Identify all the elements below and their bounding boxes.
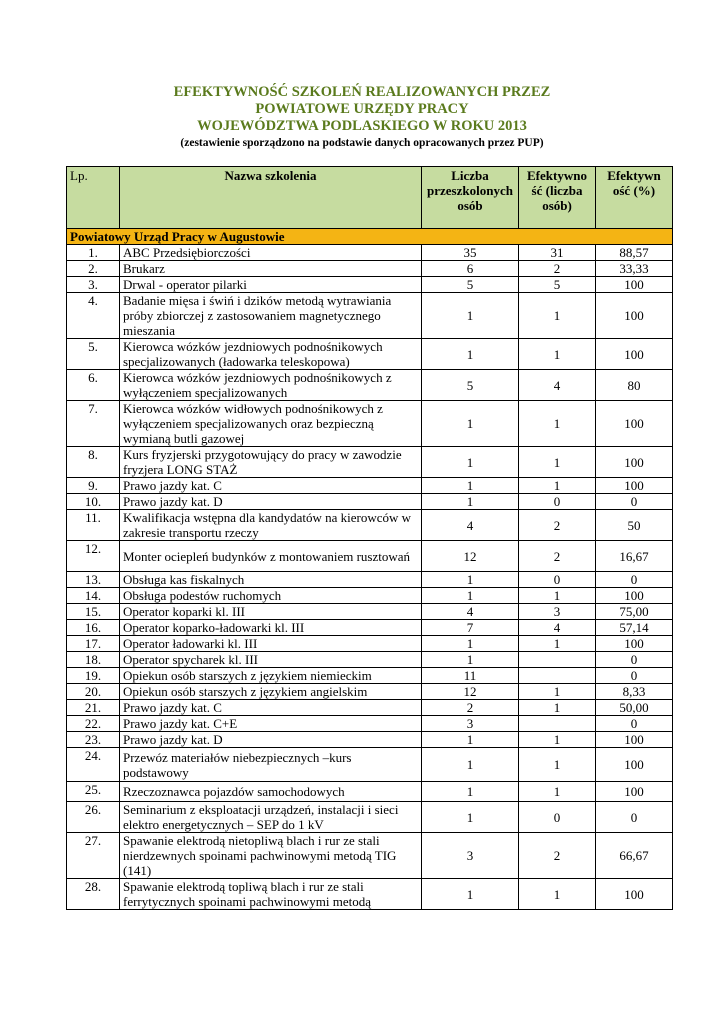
row-effective-pct: 100: [596, 447, 673, 478]
row-trained: 4: [422, 510, 519, 541]
row-effective-pct: 57,14: [596, 620, 673, 636]
row-trained: 1: [422, 748, 519, 782]
title-subtitle: (zestawienie sporządzono na podstawie danych opracowanych przez PUP): [180, 137, 544, 149]
header-effective-pct: Efektywn ość (%): [596, 167, 673, 229]
row-lp: 3.: [67, 277, 120, 293]
row-lp: 28.: [67, 879, 120, 910]
table-row: [67, 510, 673, 541]
table-row: [67, 447, 673, 478]
table-row: [67, 802, 673, 833]
row-trained: 3: [422, 833, 519, 879]
row-lp: 17.: [67, 636, 120, 652]
row-lp: 26.: [67, 802, 120, 833]
row-effective-pct: 100: [596, 401, 673, 447]
table-row: [67, 782, 673, 802]
row-effective-pct: 0: [596, 494, 673, 510]
training-effectiveness-table: [66, 166, 673, 910]
table-row: [67, 541, 673, 572]
row-effective-pct: 100: [596, 588, 673, 604]
row-name: Brukarz: [120, 261, 422, 277]
row-effective-count: 1: [519, 478, 596, 494]
row-trained: 1: [422, 782, 519, 802]
row-trained: 3: [422, 716, 519, 732]
row-name: Prawo jazdy kat. C+E: [120, 716, 422, 732]
row-name: Drwal - operator pilarki: [120, 277, 422, 293]
row-lp: 5.: [67, 339, 120, 370]
row-lp: 27.: [67, 833, 120, 879]
row-effective-pct: 16,67: [596, 541, 673, 572]
row-lp: 25.: [67, 782, 120, 802]
row-trained: 1: [422, 588, 519, 604]
table-row: [67, 277, 673, 293]
row-effective-count: 1: [519, 684, 596, 700]
row-name: Operator ładowarki kl. III: [120, 636, 422, 652]
row-effective-pct: 100: [596, 879, 673, 910]
row-trained: 12: [422, 684, 519, 700]
table-row: [67, 339, 673, 370]
row-lp: 14.: [67, 588, 120, 604]
header-lp: Lp.: [67, 167, 120, 229]
row-name: Obsługa kas fiskalnych: [120, 572, 422, 588]
row-effective-count: [519, 668, 596, 684]
row-name: Kierowca wózków widłowych podnośnikowych z wyłączeniem specjalizowanych oraz bezpieczną wymianą butli gazowej: [120, 401, 422, 447]
row-trained: 1: [422, 879, 519, 910]
row-name: Kierowca wózków jezdniowych podnośnikowych specjalizowanych (ładowarka teleskopowa): [120, 339, 422, 370]
title-line-2: POWIATOWE URZĘDY PRACY: [255, 101, 469, 117]
row-effective-count: 1: [519, 879, 596, 910]
row-name: Kwalifikacja wstępna dla kandydatów na kierowców w zakresie transportu rzeczy: [120, 510, 422, 541]
row-effective-pct: 33,33: [596, 261, 673, 277]
row-effective-count: 1: [519, 588, 596, 604]
row-effective-pct: 88,57: [596, 245, 673, 261]
row-name: Opiekun osób starszych z językiem niemieckim: [120, 668, 422, 684]
row-name: Operator spycharek kl. III: [120, 652, 422, 668]
row-effective-count: 1: [519, 447, 596, 478]
row-lp: 9.: [67, 478, 120, 494]
row-effective-pct: 75,00: [596, 604, 673, 620]
table-row: [67, 700, 673, 716]
row-effective-count: 1: [519, 748, 596, 782]
table-row: [67, 494, 673, 510]
table-row: [67, 652, 673, 668]
table-row: [67, 572, 673, 588]
table-row: [67, 684, 673, 700]
row-lp: 2.: [67, 261, 120, 277]
row-lp: 10.: [67, 494, 120, 510]
row-effective-count: 4: [519, 620, 596, 636]
row-name: Obsługa podestów ruchomych: [120, 588, 422, 604]
row-effective-count: 1: [519, 700, 596, 716]
table-row: [67, 748, 673, 782]
row-name: Spawanie elektrodą topliwą blach i rur ze stali ferrytycznych spoinami pachwinowymi metodą: [120, 879, 422, 910]
table-row: [67, 620, 673, 636]
row-effective-pct: 0: [596, 716, 673, 732]
row-lp: 18.: [67, 652, 120, 668]
row-effective-pct: 100: [596, 339, 673, 370]
row-effective-pct: 0: [596, 572, 673, 588]
row-name: Prawo jazdy kat. C: [120, 700, 422, 716]
table-row: [67, 478, 673, 494]
row-effective-pct: 50: [596, 510, 673, 541]
row-effective-pct: 80: [596, 370, 673, 401]
row-name: ABC Przedsiębiorczości: [120, 245, 422, 261]
row-lp: 19.: [67, 668, 120, 684]
row-name: Prawo jazdy kat. D: [120, 732, 422, 748]
row-lp: 16.: [67, 620, 120, 636]
row-name: Operator koparko-ładowarki kl. III: [120, 620, 422, 636]
header-effective-count: Efektywno ść (liczba osób): [519, 167, 596, 229]
row-lp: 22.: [67, 716, 120, 732]
row-trained: 6: [422, 261, 519, 277]
row-name: Badanie mięsa i świń i dzików metodą wytrawiania próby zbiorczej z zastosowaniem magnetycznego mieszania: [120, 293, 422, 339]
table-row: [67, 716, 673, 732]
row-trained: 1: [422, 293, 519, 339]
document-title: [0, 84, 724, 150]
row-name: Spawanie elektrodą nietopliwą blach i rur ze stali nierdzewnych spoinami pachwinowymi metodą TIG (141): [120, 833, 422, 879]
row-effective-pct: 0: [596, 802, 673, 833]
row-lp: 6.: [67, 370, 120, 401]
row-trained: 1: [422, 572, 519, 588]
row-trained: 1: [422, 636, 519, 652]
row-effective-pct: 100: [596, 293, 673, 339]
row-name: Rzeczoznawca pojazdów samochodowych: [120, 782, 422, 802]
row-effective-count: 4: [519, 370, 596, 401]
section-row: [67, 229, 673, 245]
row-lp: 13.: [67, 572, 120, 588]
row-trained: 35: [422, 245, 519, 261]
row-effective-count: 2: [519, 261, 596, 277]
row-effective-count: 5: [519, 277, 596, 293]
row-effective-pct: 8,33: [596, 684, 673, 700]
row-effective-count: 1: [519, 339, 596, 370]
row-effective-count: 1: [519, 636, 596, 652]
row-effective-count: 1: [519, 293, 596, 339]
row-name: Kurs fryzjerski przygotowujący do pracy w zawodzie fryzjera LONG STAŻ: [120, 447, 422, 478]
row-name: Monter ociepleń budynków z montowaniem rusztowań: [120, 541, 422, 572]
row-trained: 1: [422, 802, 519, 833]
row-effective-pct: 100: [596, 782, 673, 802]
header-name: Nazwa szkolenia: [120, 167, 422, 229]
row-trained: 2: [422, 700, 519, 716]
row-effective-pct: 100: [596, 636, 673, 652]
row-effective-count: [519, 652, 596, 668]
row-effective-count: 1: [519, 401, 596, 447]
row-effective-count: 0: [519, 572, 596, 588]
row-name: Operator koparki kl. III: [120, 604, 422, 620]
row-trained: 1: [422, 732, 519, 748]
row-lp: 24.: [67, 748, 120, 782]
row-lp: 8.: [67, 447, 120, 478]
table-row: [67, 261, 673, 277]
row-trained: 5: [422, 277, 519, 293]
row-lp: 15.: [67, 604, 120, 620]
row-trained: 1: [422, 339, 519, 370]
row-trained: 7: [422, 620, 519, 636]
row-effective-count: [519, 716, 596, 732]
row-lp: 20.: [67, 684, 120, 700]
row-effective-pct: 100: [596, 277, 673, 293]
row-effective-count: 2: [519, 833, 596, 879]
table-row: [67, 245, 673, 261]
row-lp: 4.: [67, 293, 120, 339]
table-row: [67, 732, 673, 748]
row-trained: 1: [422, 494, 519, 510]
row-trained: 4: [422, 604, 519, 620]
row-name: Przewóz materiałów niebezpiecznych –kurs podstawowy: [120, 748, 422, 782]
table-row: [67, 604, 673, 620]
row-effective-count: 31: [519, 245, 596, 261]
row-effective-count: 2: [519, 510, 596, 541]
row-effective-pct: 0: [596, 652, 673, 668]
row-effective-count: 0: [519, 802, 596, 833]
row-name: Kierowca wózków jezdniowych podnośnikowych z wyłączeniem specjalizowanych: [120, 370, 422, 401]
row-trained: 5: [422, 370, 519, 401]
row-name: Prawo jazdy kat. D: [120, 494, 422, 510]
row-effective-pct: 66,67: [596, 833, 673, 879]
row-lp: 12.: [67, 541, 120, 572]
table-header-row: [67, 167, 673, 229]
table-row: [67, 293, 673, 339]
title-line-3: WOJEWÓDZTWA PODLASKIEGO W ROKU 2013: [197, 118, 527, 134]
table-row: [67, 668, 673, 684]
row-lp: 1.: [67, 245, 120, 261]
row-trained: 11: [422, 668, 519, 684]
table-row: [67, 833, 673, 879]
table-row: [67, 636, 673, 652]
section-title: Powiatowy Urząd Pracy w Augustowie: [67, 229, 673, 245]
row-name: Seminarium z eksploatacji urządzeń, instalacji i sieci elektro energetycznych – SEP do 1 kV: [120, 802, 422, 833]
row-effective-count: 3: [519, 604, 596, 620]
row-effective-count: 1: [519, 782, 596, 802]
row-effective-pct: 100: [596, 748, 673, 782]
table-row: [67, 879, 673, 910]
row-effective-pct: 50,00: [596, 700, 673, 716]
row-trained: 1: [422, 652, 519, 668]
row-trained: 1: [422, 478, 519, 494]
row-effective-count: 1: [519, 732, 596, 748]
row-lp: 23.: [67, 732, 120, 748]
table-row: [67, 588, 673, 604]
table-row: [67, 370, 673, 401]
row-effective-count: 2: [519, 541, 596, 572]
row-name: Prawo jazdy kat. C: [120, 478, 422, 494]
header-trained: Liczba przeszkolonych osób: [422, 167, 519, 229]
row-effective-pct: 100: [596, 478, 673, 494]
row-lp: 21.: [67, 700, 120, 716]
row-name: Opiekun osób starszych z językiem angielskim: [120, 684, 422, 700]
title-line-1: EFEKTYWNOŚĆ SZKOLEŃ REALIZOWANYCH PRZEZ: [173, 84, 551, 100]
row-effective-pct: 0: [596, 668, 673, 684]
table-row: [67, 401, 673, 447]
row-trained: 1: [422, 401, 519, 447]
row-trained: 1: [422, 447, 519, 478]
row-trained: 12: [422, 541, 519, 572]
row-lp: 7.: [67, 401, 120, 447]
row-lp: 11.: [67, 510, 120, 541]
row-effective-count: 0: [519, 494, 596, 510]
row-effective-pct: 100: [596, 732, 673, 748]
